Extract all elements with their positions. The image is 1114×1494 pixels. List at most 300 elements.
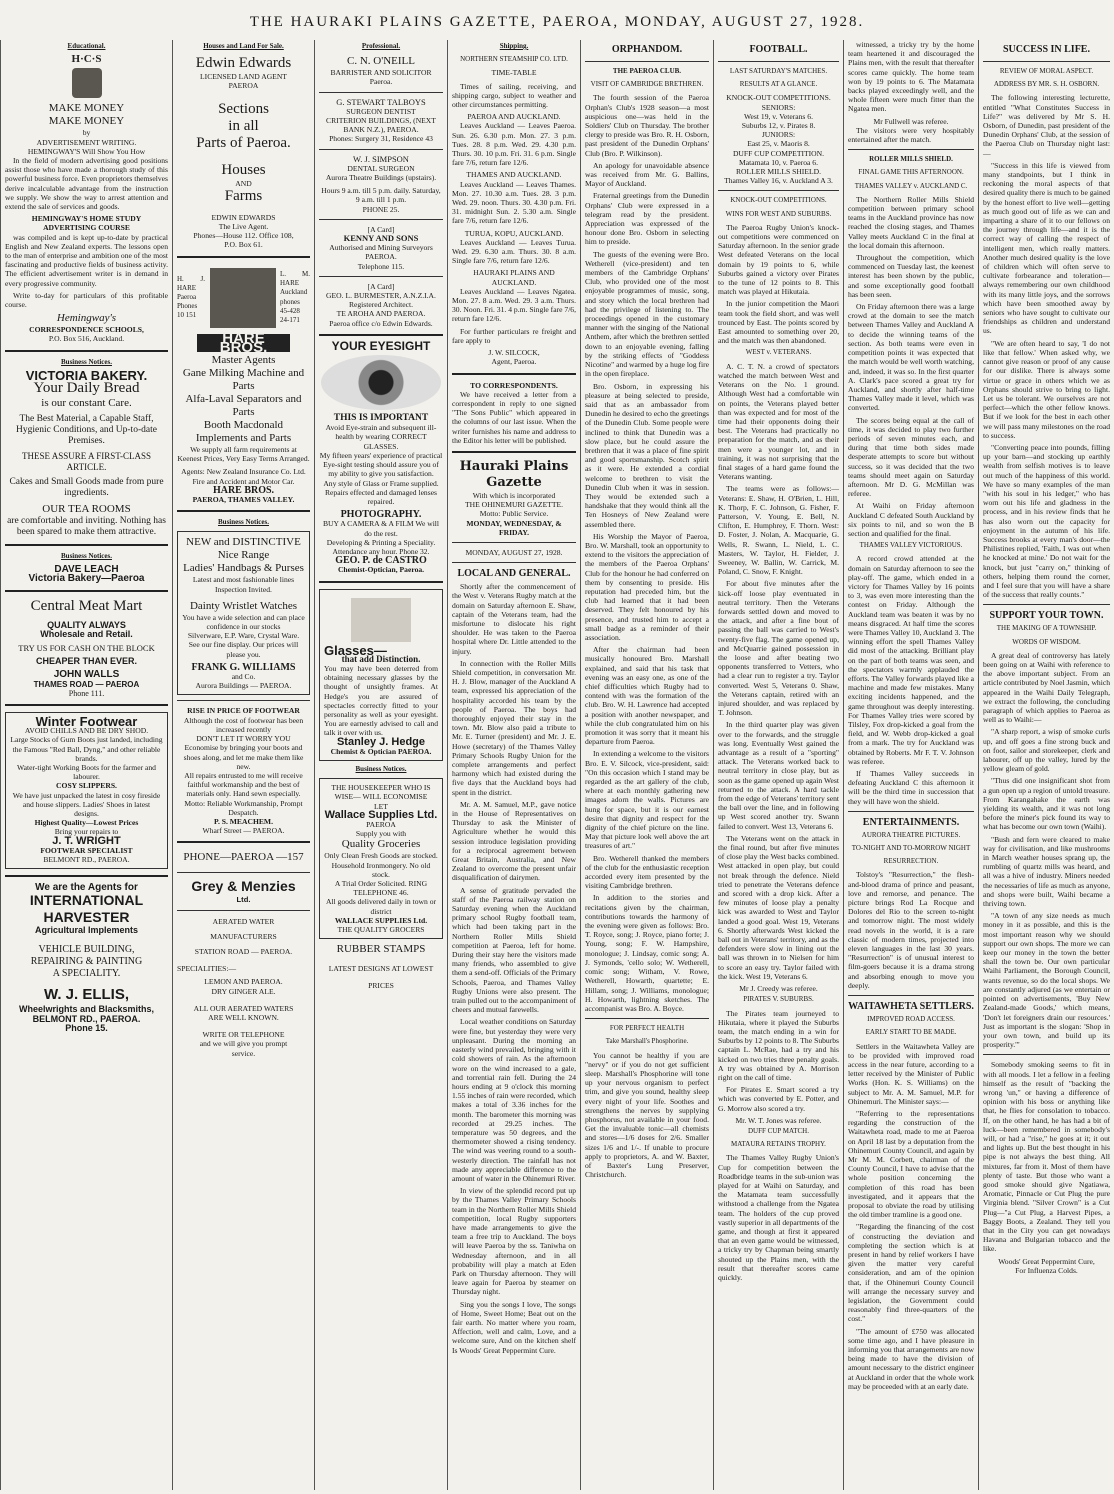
handbags: Ladies' Handbags & Purses (183, 562, 304, 575)
central-meat: Central Meat Mart (30, 597, 143, 614)
northern: NORTHERN STEAMSHIP CO. LTD. (460, 55, 568, 64)
repairs: Repairs effected and damaged lenses repaired. (324, 487, 438, 506)
hcs-write: Write to-day for particulars of this profitable course. (5, 290, 168, 310)
or-p4: The guests of the evening were Bro. Wetherell (vice-president) and ten members of the Cambridge Orphans' Club, who provided one of the most enjoyable programmes of music, song, and story which the local brethren had had the privilege of listening to. The proceedings opened in the customary manner with the singing of the National Anthem, after which the brethren settled down to an enjoyable evening, falling by the striking effects of "Goddess Nicotine" and warmed by a huge log fire in the open fireplace. (585, 249, 709, 379)
glasses-portrait-image (351, 598, 411, 642)
address: ADDRESS BY MR. S. H. OSBORN. (993, 80, 1100, 89)
see-window: See our fine display. Our prices will please you. (188, 640, 299, 659)
ko2: KNOCK-OUT COMPETITIONS. (730, 196, 827, 205)
seniors: SENIORS: (761, 102, 796, 112)
let: LET (374, 801, 388, 811)
paeroa-office: Paeroa office c/o Edwin Edwards. (329, 318, 433, 328)
hcs-para-2: was compiled and is kept up-to-date by practical English and New Zealand experts. The lessons open to the man of enterprise and ambition one of the most fascinating and productive fields of business activity. The efficient advertisement writer is in demand in every progressive community. (5, 232, 168, 288)
tea-rooms: OUR TEA ROOMS (42, 503, 131, 516)
talboys-phones: Phones: Surgery 31, Residence 43 (329, 134, 433, 144)
edwin-edwards: Edwin Edwards (195, 55, 292, 72)
avoid: Avoid Eye-strain and subsequent ill-health by wearing CORRECT GLASSES. (325, 423, 437, 451)
cosy: COSY SLIPPERS. (56, 781, 117, 791)
visit: VISIT OF CAMBRIDGE BRETHREN. (590, 80, 704, 89)
c7-p6: A record crowd attended at the domain on Saturday afternoon to see the play-off. The game, which ended in a victory for Thames Valley by 16 points to 3, was even more interesting than the contest on Friday. Although the Auckland team was beaten it was by no means disgraced. At half time the scores were Thames Valley 10, Auckland 3. The winning effort the spell Thames Valley did most of the attacking. Brilliant play on the part of both teams was seen, and the spectators warmly applauded the efforts. The Valley forwards played like a machine and made few mistakes. Many exciting incidents happened, and the game throughout was deeply interesting. For Thames Valley tries were scored by Tilsley, Fox drop-kicked a goal from the field, and W. Webb drop-kicked a goal from a mark. The try for Auckland was obtained by Roberts. Mr F. T. V. Johnson was referee. (848, 554, 974, 766)
wristlet: Dainty Wristlet Watches (189, 599, 298, 612)
duff: DUFF CUP COMPETITION. (732, 148, 825, 158)
c7-p12: "The amount of £750 was allocated some time ago, and I have pleasure in informing you that arrangements are now being made to have the division of amount necessary to the district engineer at Auckland in order that the whole work may be proceeded with at an early date. (848, 1326, 974, 1391)
hare-bros: HARE BROS. (212, 484, 275, 496)
ref2: Mr. W. T. Jones was referee. (735, 1115, 822, 1125)
lg-p5: Local weather conditions on Saturday were fine, but yesterday they were very unpleasant. During the morning an easterly wind prevailed, bringing with it cold showers of rain. As the afternoon wore on the wind increased to a gale, and torrential rain fell. During the 24 hours ending at 9 o'clock this morning 1.55 inches of rain were recorded, which makes a total of 3.36 inches for the month. The barometer this morning was recorded at 29.25 inches. The temperature was 50 degrees, and the thermometer showed a rising tendency. The wind was veering round to a south-westerly direction. The rainfall has not made any appreciable difference to the amount of water in the Ohinemuri River. (452, 1017, 576, 1183)
phone25: PHONE 25. (362, 204, 400, 214)
roller: ROLLER MILLS SHIELD. (735, 167, 821, 177)
fb-p6: In the third quarter play was given over to the forwards, and the struggle was long. Eventually West gained the advantage as a result of a "sporting" attack. The Veterans worked back to neutral territory in close play, but as soon as the game opened up again West returned to the attack. A hard tackle from the edge of Veterans' territory sent the ball over the line, and in following up West scored another try. Swann failed to convert. West 13, Veterans 6. (718, 720, 839, 831)
paper-title: Hauraki Plains Gazette (459, 458, 569, 490)
tonight: TO-NIGHT AND TO-MORROW NIGHT (851, 844, 971, 853)
dental: DENTAL SURGEON (347, 163, 415, 173)
agents: We are the Agents for (35, 882, 138, 894)
card2: [A Card] (367, 281, 395, 291)
masthead: THE HAURAKI PLAINS GAZETTE, PAEROA, MONDAY, AUGUST 27, 1928. (249, 14, 865, 30)
c8-p5: A great deal of controversy has lately been going on at Waihi with reference to the above important subject. From an article contributed by Noel Jasmin, which appeared in the Waihi Daily Telegraph, we extract the following, the concluding paragraph of which applies to Paeroa as well as to Waihi:— (983, 650, 1110, 725)
tvv: THAMES VALLEY VICTORIOUS. (859, 541, 963, 550)
these-assure: THESE ASSURE A FIRST-CLASS ARTICLE. (22, 451, 151, 473)
section-header: Business Notices. (61, 357, 112, 366)
or-p10: In addition to the stories and recitations given by the chairman, contributions towards the harmony of the evening were given as follows: Bro. T. Royce, song; J. Royce, piano forte; J. Young, song; F. W. Hampshire, monologue; J. Lindsay, comic song; A. J. Symonds, 'cello solo; W. Wetherell, comic song; Witham, V. Rowe, Wetherell, Howarth, quartette; E. Hillam, song; J. Williams, monologue; H. Howarth, lightning sketches. The accompanist was Bro. A. Boyce. (585, 893, 709, 1013)
c8-p1: The following interesting lecturette, entitled "What Constitutes Success in Life?" was delivered by Mr S. H. Osborn, of Dunedin, past president of the Dunedin Orphans' Club, at the session of the Paeroa Club on Thursday night last:— (983, 93, 1110, 158)
c7-p8: Tolstoy's "Resurrection," the flesh-and-blood drama of prince and peasant, love and remorse, and penance. The picture brings Rod La Rocque and Dolores del Rio to the screen to-night and tomorrow night. The most widely read novels in the world, it is a rare classic of modern times, projected into eleven languages in the last 30 years. "Resurrection" is of unusual interest to film-goers because it is a drama strong and absorbing enough to move you deeply. (848, 870, 974, 990)
column-3 (314, 40, 447, 1490)
international: INTERNATIONAL (29, 892, 144, 909)
station-road: STATION ROAD — PAEROA. (194, 946, 293, 956)
master-agents: Master Agents (211, 354, 276, 367)
or-p3: Fraternal greetings from the Dunedin Orphans' Club were expressed in a telegram read by the president. Appreciation was expressed of the honour done Bro. Osborn in selecting him to preside. (585, 191, 709, 247)
hcs-para-1: In the field of modern advertising good positions assist those who have made a thorough study of this powerful business force. Even proprietors themselves derive incalculable advantage from the instruction we supply. We show the way to arrest attention and extend the sale of services and goods. (5, 156, 168, 212)
column-5 (580, 40, 713, 1490)
harvester: HARVESTER (43, 909, 130, 926)
hedge-sub: Chemist & Optician PAEROA. (330, 746, 432, 756)
eye-icon (321, 355, 441, 410)
distinction: that add Distinction. (341, 653, 421, 664)
constant-care: is our constant Care. (41, 397, 132, 410)
belmont2: BELMONT RD., PAEROA. (32, 1013, 141, 1024)
aurora-buildings: Aurora Buildings — PAEROA. (195, 681, 292, 691)
column-4 (447, 40, 580, 1490)
results: RESULTS AT A GLANCE. (739, 80, 818, 89)
thames-road: THAMES ROAD — PAEROA (33, 679, 140, 689)
days: MONDAY, WEDNESDAY, & FRIDAY. (466, 518, 562, 537)
licensed: LICENSED LAND AGENT (200, 72, 287, 82)
surgeon: SURGEON DENTIST (346, 106, 416, 116)
burmester: GEO. L. BURMESTER, A.N.Z.I.A. (326, 291, 436, 301)
pirates-suburbs: PIRATES V. SUBURBS. (743, 995, 814, 1004)
motto: Motto: Public Service. (479, 509, 549, 519)
glasses-text: You may have been deterred from obtaining necessary glasses by the thought of unsightly frames. At Hedge's you are assured of spectacles correctly fitted to your personality as well as your eyesight. You are earnestly advised to call and talk it over with us. (324, 663, 438, 738)
criterion: CRITERION BUILDINGS, (NEXT BANK N.Z.), PAEROA. (326, 116, 436, 135)
turua: TURUA, KOPU, AUCKLAND. (464, 228, 564, 238)
rabbits-icon (210, 268, 276, 328)
ltd: Ltd. (236, 895, 251, 905)
houses: Houses (221, 161, 266, 178)
hcs-logo-text: H·C·S (71, 53, 102, 66)
c7-p5: At Waihi on Friday afternoon Auckland C defeated South Auckland by six points to nil, and so won the B section and qualified for the final. (848, 501, 974, 538)
repairing: REPAIRING & PAINTING (30, 955, 143, 967)
farms: Farms (224, 187, 263, 204)
wholesale: Wholesale and Retail. (40, 628, 133, 639)
c8-p2: "Success in this life is viewed from many standpoints, but I think in reckoning the moral aspects of that desired quality there is much to be gained by the honest effort to live well—getting as much good out of life as we can and imparting a share of it to our fellows on the journey through life—and it is the correct way of calling the respect of intelligent men, which really matters. Another much desired quality is the love of children which will often serve to cultivate forbearance and toleration—always remembering our own childhood with its many little joys, and the sorrows which have been smoothed away by seniors who have sought to cultivate our friendships as children and understand us. (983, 160, 1110, 336)
or-p7: After the chairman had been musically honoured Bro. Marshall explained, and said that his task that evening was an easy one, as one of the chief difficulties which Rugby had to contend with was the formation of the club. Bro. W. H. Lawrence had accepted a position with another newspaper, and while the club congratulated him on his promotion it was sorry that it meant his departure from Paeroa. (585, 645, 709, 747)
phones: Phones—House 112. Office 108, (193, 231, 294, 241)
c8-p9: "A town of any size needs as much money in it as possible, and this is the most important reason why we should support our own shops. The more we can keep our money in the town the better shall the town be. Our own particular Waihi Parliament, the Borough Council, wants revenue, so do the local shops. We are constantly adjured (as we entertain or pointed on advertisements, 'Buy New Zealand-made Goods,' which means, 'Don't let foreigners drain our resources.' Just as important is the slogan: 'Shop in your own town, and build up its prosperity.'" (983, 911, 1110, 1050)
quality-groceries: Quality Groceries (341, 838, 421, 851)
adv-writing: ADVERTISEMENT WRITING. (36, 137, 137, 147)
or-p8: In extending a welcome to the visitors Bro. E. V. Silcock, vice-president, said: "On this occasion which I stand may be regarded as the art gallery of the club, where at each monthly gathering new images adorn the walls. Pictures are hung for space, but it is our earnest desire that dignity and respect for the dignity of the chief picture on the line. May that picture look well above the art treasures of art." (585, 749, 709, 851)
aurora-pictures: AURORA THEATRE PICTURES. (861, 830, 961, 839)
try-us: TRY US FOR CASH ON THE BLOCK (18, 643, 155, 654)
fb-p8: The Pirates team journeyed to Hikutaia, where it played the Suburbs team, the match ending in a win for Suburbs by 12 points to 8. The Suburbs captain L. McRae, had a try and his kicked on two tries three penalty goals. A try was obtained by A. Morrison right on the call of time. (718, 1008, 839, 1082)
wins: WINS FOR WEST AND SUBURBS. (725, 209, 832, 218)
paeroa: PAEROA (228, 81, 259, 91)
agent: Agent, Paeroa. (491, 357, 537, 367)
or-p1: The fourth session of the Paeroa Orphan's Club's 1928 season—a most auspicious one—was held in the Soldiers' Club on Thursday. The brother clergy to preside was Bro. R. H. Osborn, past president of the Dunedin Orphans' Club (Bro. P. Wilkinson). (585, 93, 709, 158)
chemist: Chemist-Optician, Paeroa. (337, 565, 425, 575)
by: by (82, 128, 91, 138)
insurance-agents: Agents: New Zealand Insurance Co. Ltd. Fire and Accident and Motor Car. (181, 467, 306, 486)
hours: Hours 9 a.m. till 5 p.m. daily. Saturday, 9 a.m. till 1 p.m. (321, 186, 441, 205)
r5: Thames Valley 16, v. Auckland A 3. (724, 176, 833, 186)
lg-p2: In connection with the Roller Mills Shield competition, in conversation Mr. H. J. Blow, manager of the Auckland A team, expressed his appreciation of the hospitality accorded his team by the people of Paeroa. The boys had thoroughly enjoyed their stay in the town. Mr. Blow also paid a tribute to Mr. E. Turner (president) and Mr. J. E. Howe (secretary) of the Thames Valley Primary Schools Rugby Union for the complete arrangements and perfect harmony which had existed during the five days that the Auckland boys had spent in the district. (452, 658, 576, 797)
economise: Economise by bringing your boots and shoes along, and let me make them like new. (183, 743, 304, 771)
prices: PRICES (368, 981, 394, 991)
c8-p7: "Thus did one insignificant shot from a gun open up a region of untold treasure. From Karangahake the earth was yielding its wealth, and it was not long before the miner's pick found its way to what has become our own town (Waihi). (983, 776, 1110, 832)
oneill-paeroa: Paeroa. (369, 77, 393, 87)
or-p11: You cannot be healthy if you are "nervy" or if you do not get sufficient sleep. Marshall's Phosphorine will tone up your nervous organism to perfect trim, and give you sound, healthy sleep every night of your life. Soothes and strengthens the nerves by supplying phosphorus, not available in your food. Get the invaluable tonic—all chemists and stores—1/6 doses for 2/6. Smaller sizes 1/6 and 1/-. If unable to procure apply to proprietors, A. and W. Baxter, of Baxter's Lung Preserver, Christchurch. (585, 1050, 709, 1180)
west-veterans: WEST v. VETERANS. (745, 348, 812, 357)
gane: Gane Milking Machine and Parts (182, 367, 305, 393)
sections: Sections (218, 100, 269, 117)
your-eyesight: YOUR EYESIGHT (331, 338, 431, 353)
sched2: Leaves Auckland — Leaves Thames. Mon. 27. 10.30 a.m. Tues. 28. 3 p.m. Wed. 29. noon. Thurs. 30. 4.30 p.m. Fri. 31. midnight Sun. 2. 5.30 a.m. Single fare 7/6, return fare 12/6. (452, 179, 576, 226)
important: THIS IS IMPORTANT (333, 413, 429, 424)
hj-hare: H. J. HARE Paeroa Phones 10 151 (177, 274, 205, 320)
section-header: Shipping. (499, 42, 529, 50)
silcock: J. W. SILCOCK, (488, 348, 540, 358)
housekeeper: THE HOUSEKEEPER WHO IS WISE— WILL ECONOMISE (331, 783, 431, 802)
paeroa-club: THE PAEROA CLUB. (612, 67, 682, 75)
well-known: ARE WELL KNOWN. (208, 1012, 279, 1022)
ellis: W. J. ELLIS, (43, 985, 129, 1003)
section-header: Educational. (67, 42, 106, 50)
lemon: LEMON AND PAEROA. (204, 977, 283, 987)
c7-p1: The Northern Roller Mills Shield competition between primary school teams in the Auckland province has now reached the closing stages, and Thames Valley meets Auckland C in the final at the local domain this afternoon. (848, 194, 974, 250)
r4: Matamata 10, v. Paeroa 6. (738, 157, 818, 167)
ohinemuri: THE OHINEMURI GAZETTE. (464, 500, 564, 510)
delivered: All goods delivered daily in town or district (325, 897, 437, 916)
sched4: Leaves Auckland — Leaves Ngatea. Mon. 27. 8 a.m. Wed. 29. 3 a.m. Thurs. 30. Noon. Fri. 31. 4 p.m. Single fare 7/6, return fare 12/6. (452, 286, 576, 324)
gumboots: Large Stocks of Gum Boots just landed, including the Famous "Red Ball, Dyng," and other reliable brands. (10, 735, 163, 763)
section-header: Houses and Land For Sale. (203, 42, 284, 50)
latest: Latest and most fashionable lines Inspection Invited. (192, 575, 295, 594)
fb-p10: The Thames Valley Rugby Union's Cup for competition between the Roadbridge teams in the sub-union was played for at Waihi on Saturday, and the Matamata team successfully withstood a challenge from the Ngatea team. The holders of the cup proved vastly superior in all departments of the game, and though at first it appeared that an even game would be witnessed, a tricky try by Chapman being smartly shouted up the Plains men, with the result that thereafter scores came quickly. (718, 1153, 839, 1282)
thames-auckland: THAMES AND AUCKLAND. (466, 170, 562, 180)
home-study: HEMINGWAY'S HOME STUDY ADVERTISING COURSE (31, 214, 142, 233)
c7-p9: Settlers in the Waitawheta Valley are to be provided with improved road access in the near future, according to a letter received by the Minister of Public Works (Hon. K. S. Williams) on the subject to Mr. A. M. Samuel, M.P. for Ohinemuri. The Minister says:— (848, 1041, 974, 1106)
lg-p3: Mr. A. M. Samuel, M.P., gave notice in the House of Representatives on Thursday to ask the Minister of Agriculture whether he would this session introduce legislation providing for a reciprocal agreement between Great Britain, Australia, and New Zealand to overcome the present unfair disqualification of dairymen. (452, 799, 576, 883)
fb-p5: For about five minutes after the kick-off loose play eventuated in neutral territory. Then the Veterans forwards settled down and moved to the attack, and after a fine bout of passing the ball was carried to West's twenty-five flag. The game opened up, and McQuarrie gained possession in the loose and after beating two opponents transferred to Vetters, who had a clear run to register a try. Taylor converted. West 5, Veterans 0. Shaw, the Veterans captain, retired with an injured shoulder, and was replaced by T. Johnson. (718, 579, 839, 718)
lm-hare: L. M. HARE Auckland phones 45-428 24-171 (280, 270, 310, 325)
winter-footwear: Winter Footwear (35, 713, 138, 729)
c7-p7: If Thames Valley succeeds in defeating Auckland C this afternoon it will be the third time in succession that they will have won the shield. (848, 769, 974, 806)
c8-p4: "Converting peace into pounds, filling up your barn—and stocking up earthly wealth from selfish motives is to leave out much of the happiness of this world. We have so many examples of the man "with his soul in his ledger," who has worn out his life and gladness in the process, and in his review finds that he has also worn out the capacity for enjoyment in the autumn of his life. Success brooks at every man's door—the Philistines replied, 'Faith, I was out when he knocked at mine.' Do not wait for the knock, but just "carry on," thinking of others, helping them round the corner, and I feel sure that you will have a share of the success that really counts." (983, 442, 1110, 600)
lg-p6: In view of the splendid record put up by the Thames Valley Primary Schools team in the Northern Roller Mills Shield competition, local Rugby supporters have made arrangements to give the team a free trip to Auckland. The boys will leave Paeroa by the ss. Taniwha on Wednesday afternoon, and in all probability will play a match at Eden Park on Thursday afternoon. They will leave again for Paeroa by steamer on Thursday night. (452, 1186, 576, 1297)
making: THE MAKING OF A TOWNSHIP. (996, 624, 1097, 633)
hedge: Stanley J. Hedge (336, 735, 426, 748)
early: EARLY START TO BE MADE. (865, 1028, 957, 1037)
fb-p1: The Paeroa Rugby Union's knock-out competitions were commenced on Saturday afternoon. In the senior grade West defeated Veterans on the local domain by 19 points to 6, while Suburbs gained a victory over Pirates to the tune of 12 points to 8. This match was played at Hikutaia. (718, 222, 839, 297)
tva: THAMES VALLEY v. AUCKLAND C. (854, 181, 968, 190)
booth: Booth Macdonald Implements and Parts (195, 419, 292, 445)
wharf: Wharf Street — PAEROA. (202, 826, 285, 836)
developing: Developing & Printing a Speciality. Attendance any hour. Phone 32. (326, 537, 436, 556)
incorporated: With which is incorporated (472, 490, 556, 500)
section-header: Business Notices. (355, 764, 407, 773)
c7-p3: On Friday afternoon there was a large crowd at the domain to see the match between Thames Valley and Auckland A to decide the winning teams of the section. As both teams were even in competition points it was expected that the match would be well worth watching, and, indeed, it was so. In the first quarter A. Clark's pace scored a great try for Auckland, and shortly after half-time Thames Valley made it level, which was converted. (848, 302, 974, 413)
speciality: A SPECIALITY. (52, 967, 121, 979)
r3: East 25, v. Maoris 8. (747, 139, 810, 149)
victoria-bakery: VICTORIA BAKERY. (25, 367, 148, 383)
supply: Supply you with (355, 829, 407, 839)
any-style: Any style of Glass or Frame supplied. (323, 478, 439, 488)
further: For further particulars re freight and fare apply to (452, 326, 576, 345)
c8-p3: "We are often heard to say, 'I do not like that fellow.' When asked why, we cannot give reason or proof of any cause for our dislike. There is always some virtue or grace in others which we as Orphans should strive to bring to light. Let us be tolerant. We ourselves are not perfect—which the other fellow knows. But if we look for the best in each other we will pass many milestones on the road to success. (983, 338, 1110, 440)
section-header: Professional. (361, 42, 401, 50)
frank-williams: FRANK G. WILLIAMS (191, 661, 296, 673)
aurora-theatre: Aurora Theatre Buildings (upstairs). (325, 173, 437, 183)
referee: Mr J. Creedy was referee. (739, 984, 818, 994)
wristlet-text: You have a wide selection and can place confidence in our stocks (182, 612, 305, 632)
avoid-chills: AVOID CHILLS AND BE DRY SHOD. (24, 726, 149, 736)
edwin2: EDWIN EDWARDS (211, 212, 276, 222)
rubber-stamps: RUBBER STAMPS (336, 943, 426, 956)
column-6 (713, 40, 843, 1490)
c7-ref: Mr Fullwell was referee. (873, 116, 949, 126)
entertainments: ENTERTAINMENTS. (862, 816, 960, 828)
column-8 (978, 40, 1114, 1490)
victoria-paeroa: Victoria Bakery—Paeroa (28, 573, 145, 585)
meachem: P. S. MEACHEM. (214, 816, 273, 826)
c8-p10: Somebody smoking seems to fit in with all moods. I let a fellow in a feeling himself as the result of "backing the wrong 'un," or having a difference of opinion with his boss or anything like that, he flies for consolation to tobacco. If, on the other hand, he has had a bit of luck—been remembered in somebody's will, or had a "rise," he goes at it; it out and lights up. But the best thought in his pipe is not always the best thing. All mixtures, far from it. Most of them have plenty of taste. But those who want a good smoke should give Ngatiawa, Aromatic, Pinnacle or Cut Plug the pure Virginia blend. "Silver Crown" is a Cut Plug—"a Cut Plug, a Harvest Pipes, a Baggy Boots, a Zealand. They tell you that in the City you can get nowadays Havana and Bulgarian tobacco and the like. (983, 1060, 1110, 1254)
wheelwrights: Wheelwrights and Blacksmiths, (18, 1003, 155, 1014)
hare-bros-logo: HARE BROS. (197, 334, 290, 352)
best-material: The Best Material, a Capable Staff, Hygienic Conditions, and Up-to-date Premises. (16, 414, 157, 447)
card: [A Card] (367, 224, 395, 234)
only-clean: Only Clean Fresh Goods are stocked. (324, 851, 438, 861)
dont-let: DON'T LET IT WORRY YOU (196, 734, 291, 744)
support-town: SUPPORT YOUR TOWN. (989, 610, 1104, 622)
aerated: AERATED WATER (212, 916, 275, 926)
cheaper: CHEAPER THAN EVER. (35, 656, 137, 667)
paeroa-thames: PAEROA, THAMES VALLEY. (192, 495, 295, 505)
belmont: BELMONT RD., PAEROA. (43, 854, 130, 864)
alfa: Alfa-Laval Separators and Parts (185, 393, 302, 419)
agri: Agricultural Implements (34, 925, 139, 936)
give-prompt: and we will give you prompt (199, 1039, 288, 1049)
phone111: Phone 111. (68, 688, 105, 698)
specialities: SPECIALITIES:— (177, 964, 237, 974)
talboys: G. STEWART TALBOYS (336, 96, 426, 107)
silverware: Silverware, E.P. Ware, Crystal Ware. (187, 631, 300, 641)
tea-text: are comfortable and inviting. Nothing has been spared to make them attractive. (7, 516, 166, 538)
in-all: in all (228, 117, 259, 134)
fb-p4: The teams were as follows:— Veterans: E. Shaw, H. O'Brien, L. Hill, K. Thorp, F. C. Johnson, G. Fisher, F. Patterson, V. Young, E. Bell, N. Clifton, E. Humphrey, F. Thorn. West: D. Foster, J. Nolan, A. Macquarie, G. Wells, R. Swann, L. Nield, L. C. Masters, W. Taylor, H. Fielder, J. Sweeney, W. Ballin, W. Carrick, M. Poland, C. Snow, F. Knight. (718, 484, 839, 577)
latest-designs: LATEST DESIGNS AT LOWEST (328, 964, 434, 974)
resurrection: RESURRECTION. (883, 857, 939, 866)
cakes: Cakes and Small Goods made from pure ingredients. (9, 477, 164, 499)
c7-p10: "Referring to the representations regarding the construction of the Waitawheta road, made to me at Paeroa on April 18 last by a deputation from the Ohinemuri County Council, and again by Mr M. M. Corbett, chairman of the County Council, I have to advise that the whole position concerning the completion of this road has been investigated, and it appears that the proposal to obviate the road by utilising the old timber tramline is a good one. (848, 1108, 974, 1220)
fb-p2: In the junior competition the Maori team took the field short, and was well trounced by East. The points scored by East amounted to something over 20, and the match was then abandoned. (718, 299, 839, 346)
wallace-paeroa: PAEROA (366, 819, 396, 829)
watertight: Water-tight Working Boots for the farmer and labourer. (17, 762, 156, 782)
woods: Woods' Great Peppermint Cure, (998, 1256, 1095, 1266)
wallace2: WALLACE SUPPLIES Ltd. (334, 915, 428, 925)
r2: Suburbs 12, v. Pirates 8. (741, 121, 816, 131)
c8-p8: "Bush and fern were cleared to make way for civilisation, and like mushrooms in March weather houses sprang up, the rumbling of quartz mills was heard, and all was a hive of industry. Miners needed the necessaries of life as much as anyone, and shops were built, Waihi became a thriving town. (983, 834, 1110, 909)
trial: A Trial Order Solicited. RING TELEPHONE 46. (334, 879, 428, 898)
all-aerated: ALL OUR AERATED WATERS (193, 1003, 294, 1013)
manufacturers: MANUFACTURERS (210, 931, 277, 941)
knockout: KNOCK-OUT COMPETITIONS. (726, 93, 831, 103)
column-2 (172, 40, 314, 1490)
decastro: GEO. P. de CASTRO (335, 555, 427, 567)
household: Household Ironmongery. No old stock. (331, 860, 431, 879)
hcs-logo-icon (72, 68, 102, 98)
and-co: and Co. (231, 672, 256, 682)
quality-grocers: THE QUALITY GROCERS (337, 925, 425, 935)
or-p2: An apology for unavoidable absence was received from Mr. G. Ballins, Mayor of Auckland. (585, 160, 709, 189)
or-p9: Bro. Wetherell thanked the members of the club for the enthusiastic reception accorded every item presented by the visiting Cambridge brethren. (585, 853, 709, 891)
section-header: Business Notices. (61, 552, 112, 561)
make-money-1: MAKE MONEY (48, 102, 125, 115)
success: SUCCESS IN LIFE. (1003, 44, 1090, 55)
simpson: W. J. SIMPSON (353, 153, 409, 164)
surveyors: Authorised and Mining Surveyors PAEROA. (329, 243, 433, 262)
kenny: KENNY AND SONS (343, 233, 419, 244)
daily-bread: Your Daily Bread (33, 380, 140, 397)
barrister: BARRISTER AND SOLICITOR (330, 68, 432, 78)
improved: IMPROVED ROAD ACCESS. (867, 1015, 955, 1024)
fifteen: My fifteen years' experience of practical Eye-sight testing should assure you of my ability to give you satisfaction. (319, 450, 443, 479)
timetable: TIME-TABLE (491, 68, 537, 78)
glasses: Glasses— (324, 642, 387, 658)
perfect-health: FOR PERFECT HEALTH (609, 1024, 685, 1033)
times: Times of sailing, receiving, and shipping cargo, subject to weather and other circumstances permitting. (452, 81, 576, 110)
john-walls: JOHN WALLS (53, 669, 120, 681)
footwear-specialist: FOOTWEAR SPECIALIST (40, 845, 133, 855)
fb-p7: The Veterans went on the attack in the final round, but after five minutes of close play the West backs combined. West attacked in open play, but could not break through the defence. Nield tried to penetrate the Veterans defence and scored with a drop kick. After a few minutes of loose play a penalty kick was awarded to West and Taylor landed a good goal. West 19, Veterans 6. Shortly afterwards West kicked the ball out in Veterans' territory, and as the defenders were slow in lining out the ball was thrown in to Nielsen for him to score an easy try. Taylor failed with the kick. West 19, Veterans 6. (718, 833, 839, 981)
roller-mills: ROLLER MILLS SHIELD. (869, 155, 953, 164)
final-game: FINAL GAME THIS AFTERNOON. (858, 168, 964, 177)
bring-repairs: Bring your repairs to (54, 827, 119, 837)
c7-p2: Throughout the competition, which commenced on Tuesday last, the keenest interest has been shown by the public, and some exceptionally good football has been seen. (848, 253, 974, 299)
or-p5: Bro. Osborn, in expressing his pleasure at being selected to preside, said that as an ambassador from Dunedin he desired to echo the greetings of the Dunedin Club. Some people were inclined to think that Dunedin was a slow place, but he could assure the brethren that it was a place of fine spirit and good sportsmanship. Scotch spirit as it were. He extended a cordial welcome to brethren to visit the Dunedin Club when it was in session. They would be extended such a handshake that they would think all the Ten Hosneys of New Zealand were assembled there. (585, 381, 709, 529)
section-header: Business Notices. (218, 518, 269, 527)
oneill: C. N. O'NEILL (347, 55, 415, 68)
c7-p0b: The visitors were very hospitably entertained after the match. (848, 125, 974, 145)
quality-always: QUALITY ALWAYS (47, 619, 126, 630)
fb-p9: For Pirates E. Smart scored a try which was converted by E. Potter, and G. Morrow also scored a try. (718, 1085, 839, 1113)
last-sat: LAST SATURDAY'S MATCHES. (729, 67, 828, 75)
architect: Registered Architect. (348, 300, 414, 310)
correspondents: TO CORRESPONDENTS. (470, 380, 558, 390)
column-1 (0, 40, 172, 1490)
service: service. (231, 1048, 256, 1058)
c8-p6: "A sharp report, a wisp of smoke curls up, and off goes a fine strong buck and on foot, sailor and storekeeper, clerk and labourer, off up the valley, lured by the yellow gleam of gold. (983, 727, 1110, 774)
parts: Parts of Paeroa. (196, 134, 291, 151)
local-general: LOCAL AND GENERAL. (457, 568, 571, 580)
hauraki: HAURAKI PLAINS AND AUCKLAND. (473, 268, 555, 287)
corr-text: We have received a letter from a correspondent in reply to one signed "The Sons Public" which appeared in the columns of our last issue. When the writer furnishes his name and address to the Editor his letter will be published. (452, 389, 576, 445)
football: FOOTBALL. (749, 44, 808, 55)
lg-p4: A sense of gratitude pervaded the staff of the Paeroa railway station on Saturday evening when the Auckland primary school Rugby football team, which had been taking part in the Northern Roller Mills Shield competition at Paeroa, left for home. During their stay here the visitors made many friends, who assembled to give them a send-off. Officials of the Primary Schools, Paeroa, and Thames Valley Rugby Unions were also present. The train pulled out to the accompaniment of cheers and mutual farewells. (452, 885, 576, 1015)
duff2: DUFF CUP MATCH. (747, 1126, 809, 1135)
live-agent: The Live Agent. (218, 222, 269, 232)
jt-wright: J. T. WRIGHT (52, 834, 121, 847)
buy-camera: BUY A CAMERA & A FILM We will do the rest. (322, 519, 440, 538)
write-tel: WRITE OR TELEPHONE (202, 1030, 285, 1040)
make-money-2: MAKE MONEY (48, 115, 125, 128)
hemingway-name: Hemingway's (56, 312, 117, 325)
school: CORRESPONDENCE SCHOOLS, (29, 325, 144, 335)
lg-p1: Shortly after the commencement of the West v. Veterans Rugby match at the domain on Saturday afternoon E. Shaw, captain of the Veterans team, had the misfortune to dislocate his right shoulder. He was taken to the Paeroa hospital where Dr. Little attended to the injury. (452, 582, 576, 656)
school-box: P.O. Box 516, Auckland. (48, 334, 125, 344)
sched1: Leaves Auckland — Leaves Paeroa. Sun. 26. 6.30 p.m. Mon. 27. 3 p.m. Tues. 28. 8 p.m. Wed. 29. 4.30 p.m. Thurs. 30. 10 p.m. Fri. 31. 6 p.m. Single fare 7/6, return fare 12/6. (452, 121, 576, 168)
repairs-text: All repairs entrusted to me will receive faithful workmanship and the best of materials only. Hand sewn especially. (184, 770, 303, 799)
c7-p0: witnessed, a tricky try by the home team heartened it and discouraged the Plains men, with the result that thereafter scores came quickly. The home team won by 19 points to 6. The Matamata backs played exceedingly well, and the whole fifteen were much fitter than the Ngatea men. (848, 40, 974, 114)
waitawheta: WAITAWHETA SETTLERS. (848, 1001, 974, 1013)
grey-menzies: Grey & Menzies (191, 878, 296, 895)
new-distinctive: NEW and DISTINCTIVE (186, 536, 301, 549)
influenza: For Influenza Colds. (1015, 1265, 1078, 1275)
and: AND (235, 178, 252, 188)
date: MONDAY, AUGUST 27, 1928. (465, 547, 563, 557)
sched3: Leaves Auckland — Leaves Turua. Wed. 29. 6.30 a.m. Thurs. 30. 8 a.m. Single fare 7/6, return fare 12/6. (452, 237, 576, 266)
r1: West 19, v. Veterans 6. (744, 111, 813, 121)
lg-p7: Sing you the songs I love, The songs of Home, Sweet Home; Beat out on the fair earth. No matter where you roam, Affection, well and calm, Love, and a welcome sure, And on the kitchen shelf Is Woods' Great Peppermint Cure. (452, 1299, 576, 1355)
requirements: We supply all farm requirements at Keenest Prices, Very Easy Terms Arranged. (177, 445, 310, 464)
pobox: P.O. Box 61. (224, 240, 263, 250)
tel115: Telephone 115. (357, 261, 405, 271)
wallace: Wallace Supplies Ltd. (324, 808, 438, 821)
marshall: Take Marshall's Phosphorine. (605, 1037, 689, 1046)
rise-footwear: RISE IN PRICE OF FOOTWEAR (187, 706, 300, 716)
hemingways-show: HEMINGWAY'S Will Show You How (27, 146, 146, 156)
nice-range: Nice Range (217, 549, 270, 562)
highest: Highest Quality—Lowest Prices (34, 818, 139, 828)
c7-p4: The scores being equal at the call of time, it was decided to play two further periods of seven minutes each, and during that time both sides made desperate attempts to score but without success, so it was decided that the two teams should meet again on Saturday afternoon. Mr D. G. McMillan was referee. (848, 415, 974, 499)
orphandom: ORPHANDOM. (611, 44, 683, 55)
vehicle: VEHICLE BUILDING, (38, 943, 135, 955)
te-aroha: TE AROHA AND PAEROA. (336, 309, 426, 319)
phone15: Phone 15. (65, 1022, 108, 1033)
or-p6: His Worship the Mayor of Paeroa, Bro. W. Marshall, took an opportunity to extend to the visitors the appreciation of the members of the Paeroa Orphans' Club for the honour he had conferred on them by consenting to preside. His reputation had preceded him, but the club had learned that it had been deserved. They felt honoured by his presence, and trusted him to accept a small badge as a reminder of their association. (585, 531, 709, 642)
matamata: MATAURA RETAINS TROPHY. (731, 1140, 826, 1149)
c7-p11: "Regarding the financing of the cost of constructing the deviation and completing the section which is at present in hand by relief workers I have given the matter very careful consideration, and am of the opinion that, if the Ohinemuri County Council will arrange the necessary survey and legislation, the Government could reasonably find three-quarters of the cost." (848, 1222, 974, 1324)
juniors: JUNIORS: (761, 130, 796, 140)
column-7 (843, 40, 978, 1490)
fb-p3: A. C. T. N. a crowd of spectators watched the match between West and Veterans on the No. 1 ground. Although West had a comfortable win on points, the Veterans played better than was expected and for most of the time had their opponents doing their best. The Veterans had practically no preparation for the match, and as their men were a younger lot, and in training, it was not surprising that the final stages of a hard game found the Veterans wanting. (718, 361, 839, 482)
wisdom: WORDS OF WISDOM. (1012, 637, 1081, 646)
photography: PHOTOGRAPHY. (340, 509, 422, 521)
unpacked: We have just unpacked the latest in cosy fireside and house slippers. Ladies' Shoes in latest designs. (12, 790, 161, 818)
phone157: PHONE—PAEROA —157 (183, 851, 304, 864)
dave-leach: DAVE LEACH (54, 564, 119, 576)
paeroa-auckland: PAEROA AND AUCKLAND. (467, 112, 561, 122)
